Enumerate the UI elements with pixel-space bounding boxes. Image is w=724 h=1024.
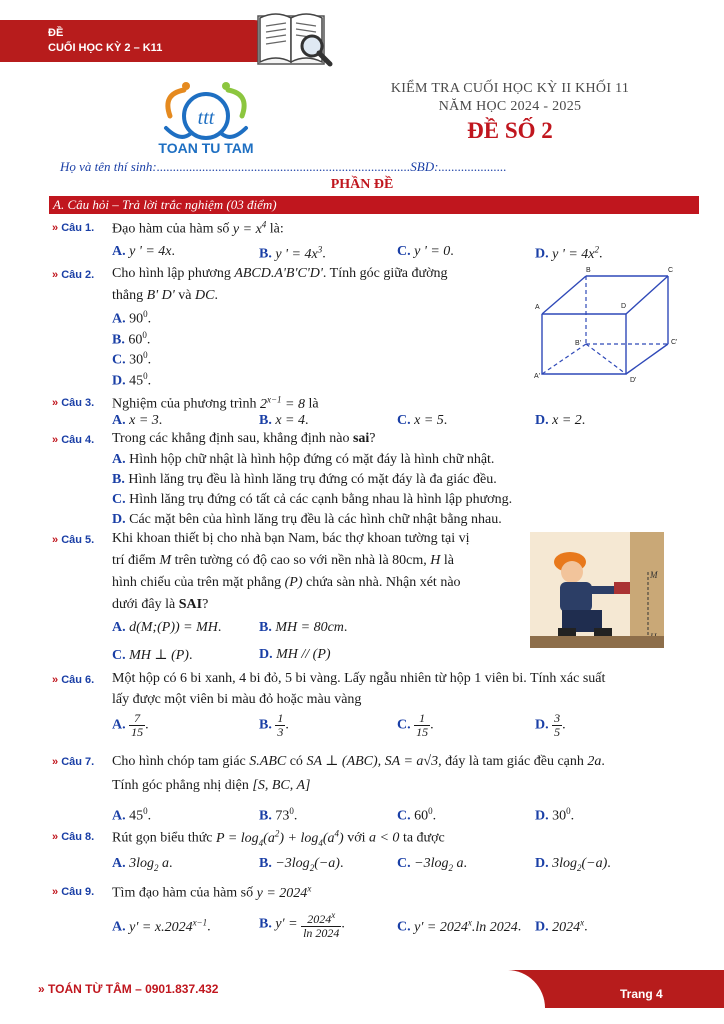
- question-tag: » Câu 8.: [52, 831, 95, 843]
- question-tag: » Câu 3.: [52, 397, 95, 409]
- answer-b: B. Hình lăng trụ đều là hình lăng trụ đứng có mặt đáy là đa giác đều.: [112, 472, 497, 487]
- svg-text:D: D: [621, 303, 627, 310]
- question-text: Trong các khẳng định sau, khẳng định nào sai?: [112, 431, 376, 446]
- svg-text:A': A': [534, 373, 541, 380]
- answer-d: D. $3\log_2(-a)$.: [535, 856, 611, 873]
- svg-text:ttt: ttt: [197, 107, 215, 129]
- answer-d: D. x = 2.: [535, 413, 586, 428]
- answer-c: C. $y' = 2024^x.\ln$ 2024.: [397, 917, 522, 935]
- question-text-2: thẳng B' D' và DC.: [112, 288, 218, 303]
- answer-a: A. d(M;(P)) = MH.: [112, 620, 222, 635]
- answer-c: C. $\frac{1}{15}$ .: [397, 711, 434, 739]
- section-bar: A. Câu hỏi – Trả lời trắc nghiệm (03 điểm): [49, 196, 699, 214]
- doc-tag-1: ĐỀ: [48, 27, 64, 39]
- question-text-3: hình chiếu của trên mặt phẳng (P) chứa sàn nhà. Nhận xét nào: [112, 575, 461, 590]
- answer-c: C. $30^0$.: [112, 350, 152, 368]
- answer-c: C. y ' = 0.: [397, 244, 454, 259]
- question-text: Nghiệm của phương trình $2^{x-1} = 8$ là: [112, 394, 319, 412]
- page-number: Trang 4: [620, 987, 663, 1001]
- svg-text:C': C': [671, 339, 678, 346]
- question-text: Cho hình lập phương ABCD.A'B'C'D'. Tính góc giữa đường: [112, 266, 448, 281]
- question-text-2: Tính góc phẳng nhị diện [S, BC, A]: [112, 778, 311, 793]
- question-text: Một hộp có 6 bi xanh, 4 bi đỏ, 5 bi vàng. Lấy ngẫu nhiên từ hộp 1 viên bi. Tính xác suất: [112, 671, 606, 686]
- question-tag: » Câu 4.: [52, 434, 95, 446]
- answer-b: B. $-3\log_2(-a)$.: [259, 856, 344, 873]
- answer-a: A. $3\log_2$ a.: [112, 856, 173, 873]
- answer-a: A. $\frac{7}{15}$ .: [112, 711, 149, 739]
- answer-a: A. y ' = 4x.: [112, 244, 175, 259]
- driller-illustration: [530, 532, 664, 648]
- answer-d: D. Các mặt bên của hình lăng trụ đều là các hình chữ nhật bằng nhau.: [112, 512, 502, 527]
- question-tag: » Câu 9.: [52, 886, 95, 898]
- answer-a: A. Hình hộp chữ nhật là hình hộp đứng có mặt đáy là hình chữ nhật.: [112, 452, 495, 467]
- answer-b: B. y ' = $4x^3$.: [259, 244, 326, 262]
- answer-a: A. $y' = x.2024^{x-1}$.: [112, 917, 211, 935]
- svg-text:C: C: [668, 267, 674, 274]
- answer-d: D. y ' = $4x^2$.: [535, 244, 603, 262]
- answer-b: B. $73^0$.: [259, 806, 298, 824]
- footer-margin: [0, 1008, 724, 1024]
- svg-text:B: B: [586, 267, 591, 274]
- exam-title-line1: KIỂM TRA CUỐI HỌC KỲ II KHỐI 11: [390, 81, 630, 96]
- question-text: Đạo hàm của hàm số $y = x^4$ là:: [112, 219, 284, 237]
- answer-b: B. y′ = $\frac{2024^x}{\ln 2024}$ .: [259, 910, 345, 940]
- svg-text:M: M: [650, 570, 658, 580]
- answer-b: B. $60^0$.: [112, 330, 151, 348]
- student-info-line: Họ và tên thí sinh:..............................................................................SBD:.....................: [60, 159, 507, 174]
- cube-figure: [526, 264, 690, 388]
- answer-c: C. Hình lăng trụ đứng có tất cả các cạnh bằng nhau là hình lập phương.: [112, 492, 513, 507]
- book-magnifier-icon: [252, 6, 336, 70]
- part-title: PHẦN ĐỀ: [330, 177, 394, 192]
- question-text: Khi khoan thiết bị cho nhà bạn Nam, bác thợ khoan tường tại vị: [112, 531, 470, 546]
- svg-text:A: A: [535, 304, 540, 311]
- question-text: Rút gọn biểu thức $P = \log_4(a^2) + \log_4(a^4)$ với a < 0 ta được: [112, 828, 445, 848]
- footer-brand: » TOÁN TỪ TÂM – 0901.837.432: [38, 982, 219, 996]
- question-text-4: dưới đây là SAI?: [112, 597, 209, 612]
- footer: [0, 940, 724, 1024]
- exam-code: ĐỀ SỐ 2: [467, 118, 553, 143]
- question-tag: » Câu 5.: [52, 534, 95, 546]
- answer-b: B. x = 4.: [259, 413, 309, 428]
- answer-c: C. MH ⊥ (P).: [112, 648, 193, 663]
- answer-d: D. $45^0$.: [112, 371, 152, 389]
- question-text: Cho hình chóp tam giác S.ABC có SA ⊥ (ABC), SA = a√3, đáy là tam giác đều cạnh 2a.: [112, 754, 605, 769]
- exam-title-line2: NĂM HỌC 2024 - 2025: [438, 99, 582, 114]
- answer-d: D. $\frac{3}{5}$ .: [535, 711, 566, 739]
- question-tag: » Câu 6.: [52, 674, 95, 686]
- answer-a: A. $45^0$.: [112, 806, 152, 824]
- question-text-2: trí điểm M trên tường có độ cao so với nền nhà là 80cm, H là: [112, 553, 455, 568]
- question-text-2: lấy được một viên bi màu đỏ hoặc màu vàng: [112, 692, 362, 707]
- answer-c: C. $60^0$.: [397, 806, 437, 824]
- doc-tag-2: CUỐI HỌC KỲ 2 – K11: [48, 42, 163, 54]
- svg-text:D': D': [630, 377, 637, 384]
- answer-a: A. x = 3.: [112, 413, 163, 428]
- answer-d: D. 2024$^x$.: [535, 917, 588, 935]
- answer-d: D. $30^0$.: [535, 806, 575, 824]
- question-tag: » Câu 1.: [52, 222, 95, 234]
- answer-a: A. $90^0$.: [112, 309, 152, 327]
- top-banner-red: [0, 20, 276, 62]
- question-tag: » Câu 2.: [52, 269, 95, 281]
- answer-b: B. $\frac{1}{3}$ .: [259, 711, 289, 739]
- answer-c: C. x = 5.: [397, 413, 448, 428]
- exam-title: [360, 80, 660, 116]
- answer-b: B. MH = 80cm.: [259, 620, 348, 635]
- question-text: Tìm đạo hàm của hàm số $y = 2024^x$: [112, 883, 312, 901]
- top-banner: [0, 0, 724, 62]
- question-tag: » Câu 7.: [52, 756, 95, 768]
- svg-text:B': B': [575, 340, 582, 347]
- brand-name: TOAN TU TAM: [158, 140, 254, 156]
- answer-d: D. MH // (P): [259, 647, 331, 662]
- answer-c: C. $-3\log_2$ a.: [397, 856, 467, 873]
